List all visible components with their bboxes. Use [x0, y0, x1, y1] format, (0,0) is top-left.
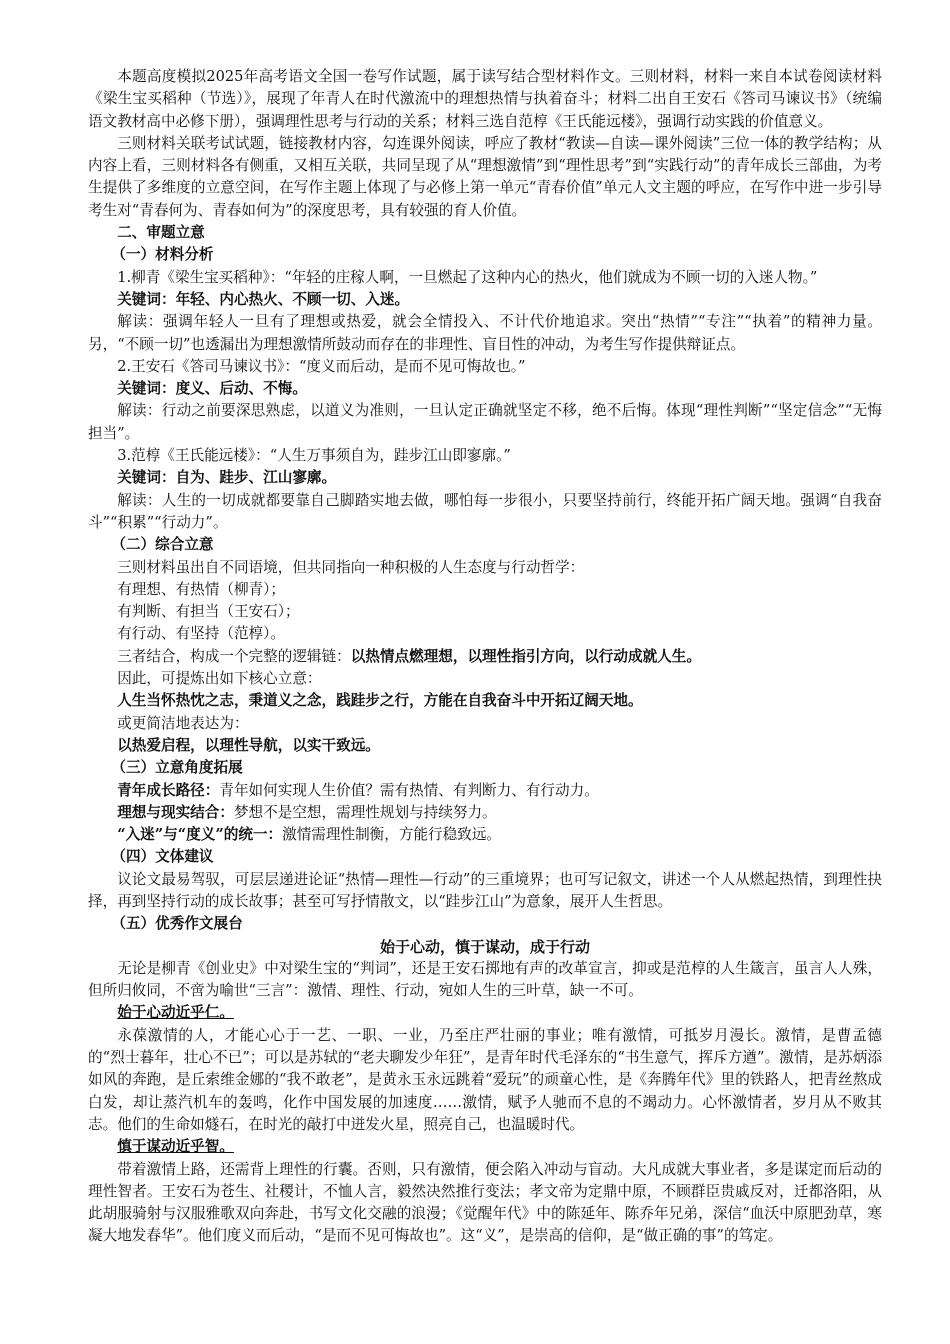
essay-paragraph-3: 带着激情上路，还需背上理性的行囊。否则，只有激情，便会陷入冲动与盲动。大凡成就大事业者，多是谋定而后动的理性智者。王安石为苍生、社稷计，不恤人言，毅然决然推行变法；孝文帝为定鼎中原，不顾群臣贵戚反对，迁都洛阳，从此胡服骑射与汉服雅歌双向奔赴，书写文化交融的浪漫；《觉醒年代》中的陈延年、陈乔年兄弟，深信“血沃中原肥劲草，寒凝大地发春华”。他们度义而后动，“是而不见可悔故也”。这“义”，是崇高的信仰，是“做正确的事”的笃定。: [88, 1160, 882, 1245]
angle-2-text: 梦想不是空想，需理性规划与持续努力。: [233, 803, 497, 821]
material-3-quote: 3.范椁《王氏能远楼》：“人生万事须自为，跬步江山即寥廓。”: [117, 447, 511, 465]
material-1-quote: 1.柳青《梁生宝买稻种》：“年轻的庄稼人啊，一旦燃起了这种内心的热火，他们就成为不顾一切的入迷人物。”: [117, 268, 818, 286]
intro-paragraph-1: 本题高度模拟2025年高考语文全国一卷写作试题，属于读写结合型材料作文。三则材料，材料一来自本试卷阅读材料《梁生宝买稻种（节选）》，展现了年青人在时代激流中的理想热情与执着奋斗；材料二出自王安石《答司马谏议书》（统编语文教材高中必修下册），强调理性思考与行动的关系；材料三选自范椁《王氏能远楼》，强调行动实践的价值意义。: [88, 68, 882, 130]
essay-paragraph-2: 永葆激情的人，才能心心于一艺、一职、一业，乃至庄严壮丽的事业；唯有激情，可抵岁月漫长。激情，是曹孟德的“烈士暮年，壮心不已”；可以是苏轼的“老夫聊发少年狂”，是青年时代毛泽东的“书生意气，挥斥方遒”。激情，是苏炳添如风的奔跑，是丘索维金娜的“我不敢老”，是黄永玉永远跳着“爱玩”的顽童心性，是《奔腾年代》里的铁路人，把青丝熬成白发，却让蒸汽机车的轰鸣，化作中国发展的加速度……激情，赋予人驰而不息的不竭动力。心怀激情者，岁月从不败其志。他们的生命如燧石，在时光的敲打中迸发火星，照亮自己，也温暖时代。: [88, 1026, 882, 1133]
essay-title: 始于心动，慎于谋动，成于行动: [379, 937, 590, 956]
comprehensive-line-2: 有判断、有担当（王安石）；: [117, 603, 300, 621]
logic-chain: [88, 646, 882, 668]
essay-heading-2: [88, 1136, 882, 1158]
comprehensive-line-1: 有理想、有热情（柳青）；: [117, 580, 286, 598]
material-3-keywords: 关键词：自为、跬步、江山寥廓。: [117, 469, 337, 487]
angle-3-text: 激情需理性制衡，方能行稳致远。: [282, 826, 502, 844]
essay-heading-1-text: 始于心动近乎仁。: [117, 1004, 234, 1022]
subheading-material-analysis: （一）材料分析: [111, 246, 214, 264]
material-3-interpretation: 解读：人生的一切成就都要靠自己脚踏实地去做，哪怕每一步很小，只要坚持前行，终能开拓广阔天地。强调“自我奋斗”“积累”“行动力”。: [88, 491, 882, 531]
angle-2-label: 理想与现实结合：: [117, 803, 234, 821]
core-thesis: 人生当怀热忱之志，秉道义之念，践跬步之行，方能在自我奋斗中开拓辽阔天地。: [117, 692, 643, 710]
logic-chain-lead: 三者结合，构成一个完整的逻辑链：: [117, 647, 351, 665]
subheading-angles: （三）立意角度拓展: [111, 759, 243, 777]
essay-heading-2-text: 慎于谋动近乎智。: [117, 1138, 234, 1156]
angle-2: [88, 802, 882, 824]
angle-1-label: 青年成长路径：: [117, 781, 220, 799]
subheading-genre: （四）文体建议: [111, 848, 214, 866]
core-intro: 因此，可提炼出如下核心立意：: [117, 670, 322, 688]
intro-paragraph-2: 三则材料关联考试试题，链接教材内容，勾连课外阅读，呼应了教材“教读—自读—课外阅读”三位一体的教学结构；从内容上看，三则材料各有侧重，又相互关联，共同呈现了从“理想激情”到“理性思考”到“实践行动”的青年成长三部曲，为考生提供了多维度的立意空间，在写作主题上体现了与必修上第一单元“青春价值”单元人文主题的呼应，在写作中进一步引导考生对“青春何为、青春如何为”的深度思考，具有较强的育人价值。: [88, 134, 882, 219]
essay-paragraph-1: 无论是柳青《创业史》中对梁生宝的“判词”，还是王安石掷地有声的改革宣言，抑或是范椁的人生箴言，虽言人人殊，但所归攸同，不啻为喻世“三言”：激情、理性、行动，宛如人生的三叶草，缺一不可。: [88, 959, 882, 1000]
comprehensive-intro: 三则材料虽出自不同语境，但共同指向一种积极的人生态度与行动哲学：: [117, 558, 585, 576]
material-2-interpretation: 解读：行动之前要深思熟虑，以道义为准则，一旦认定正确就坚定不移，绝不后悔。体现“理性判断”“坚定信念”“无悔担当”。: [88, 402, 882, 442]
logic-chain-bold: 以热情点燃理想，以理性指引方向，以行动成就人生。: [350, 647, 701, 665]
material-1-interpretation: 解读：强调年轻人一旦有了理想或热爱，就会全情投入、不计代价地追求。突出“热情”“专注”“执着”的精神力量。另，“不顾一切”也透漏出为理想激情所鼓动而存在的非理性、盲目性的冲动，为考生写作提供辩证点。: [88, 313, 882, 353]
short-thesis: 以热爱启程，以理性导航，以实干致远。: [117, 736, 380, 754]
angle-1-text: 青年如何实现人生价值？需有热情、有判断力、有行动力。: [219, 781, 599, 799]
angle-3: [88, 824, 882, 846]
section-heading: 二、审题立意: [117, 224, 205, 242]
angle-1: [88, 780, 882, 802]
angle-3-label: “入迷”与“度义”的统一：: [117, 826, 283, 844]
subheading-comprehensive: （二）综合立意: [111, 536, 214, 554]
material-1-keywords: 关键词：年轻、内心热火、不顾一切、入迷。: [117, 290, 410, 308]
short-intro: 或更简洁地表达为：: [117, 714, 249, 732]
material-2-quote: 2.王安石《答司马谏议书》：“度义而后动，是而不见可悔故也。”: [117, 357, 526, 375]
genre-advice: 议论文最易驾驭，可层层递进论证“热情—理性—行动”的三重境界；也可写记叙文，讲述一个人从燃起热情，到理性抉择，再到坚持行动的成长故事；甚至可写抒情散文，以“跬步江山”为意象，展开人生哲思。: [88, 870, 882, 910]
essay-heading-1: [88, 1002, 882, 1024]
comprehensive-line-3: 有行动、有坚持（范椁）。: [117, 625, 286, 643]
material-2-keywords: 关键词：度义、后动、不悔。: [117, 380, 307, 398]
subheading-showcase: （五）优秀作文展台: [111, 915, 243, 933]
